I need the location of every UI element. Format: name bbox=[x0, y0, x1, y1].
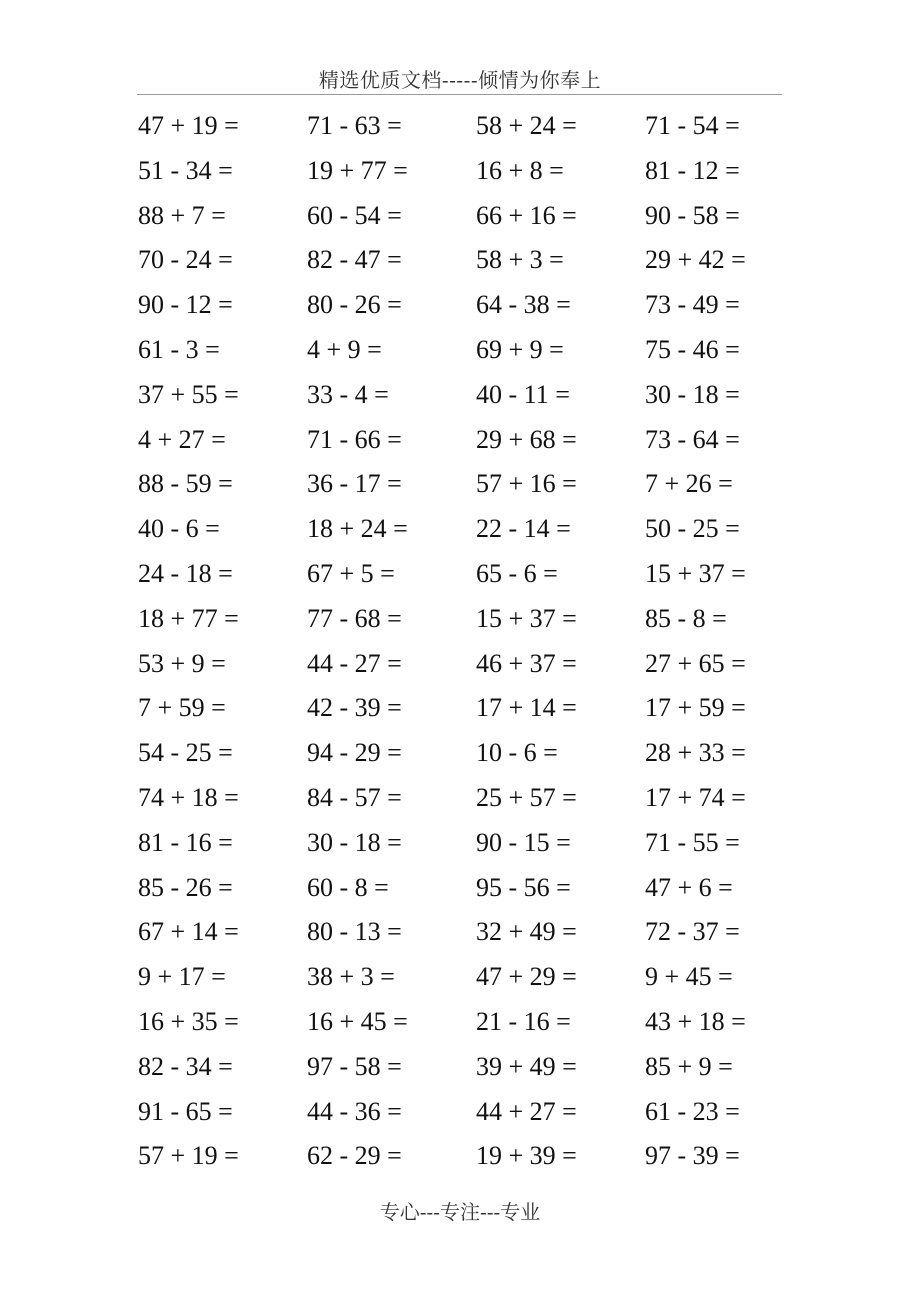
math-problem: 72 - 37 = bbox=[645, 917, 740, 947]
math-problem: 85 + 9 = bbox=[645, 1051, 733, 1081]
math-problem: 29 + 68 = bbox=[476, 424, 577, 454]
math-problem: 38 + 3 = bbox=[307, 962, 395, 992]
math-problem: 21 - 16 = bbox=[476, 1006, 571, 1036]
math-problem: 36 - 17 = bbox=[307, 469, 402, 499]
math-problem: 50 - 25 = bbox=[645, 514, 740, 544]
math-problem: 16 + 8 = bbox=[476, 155, 564, 185]
math-problem: 19 + 39 = bbox=[476, 1141, 577, 1171]
math-problem: 25 + 57 = bbox=[476, 782, 577, 812]
math-problem: 73 - 49 = bbox=[645, 290, 740, 320]
math-problem: 61 - 23 = bbox=[645, 1096, 740, 1126]
math-problem: 70 - 24 = bbox=[138, 245, 233, 275]
math-problem: 19 + 77 = bbox=[307, 155, 408, 185]
math-problem: 82 - 47 = bbox=[307, 245, 402, 275]
math-problem: 64 - 38 = bbox=[476, 290, 571, 320]
math-problem: 57 + 16 = bbox=[476, 469, 577, 499]
math-problem: 47 + 19 = bbox=[138, 111, 239, 140]
math-problem: 97 - 39 = bbox=[645, 1141, 740, 1171]
math-problem: 27 + 65 = bbox=[645, 648, 746, 678]
math-problem: 90 - 15 = bbox=[476, 827, 571, 857]
math-problem: 30 - 18 = bbox=[307, 827, 402, 857]
math-problem: 33 - 4 = bbox=[307, 379, 389, 409]
math-problem: 85 - 8 = bbox=[645, 603, 727, 633]
math-problem: 65 - 6 = bbox=[476, 558, 558, 588]
math-problem: 58 + 24 = bbox=[476, 111, 577, 140]
math-problem: 30 - 18 = bbox=[645, 379, 740, 409]
math-problem: 51 - 34 = bbox=[138, 155, 233, 185]
header-divider bbox=[137, 94, 782, 95]
math-problem: 40 - 6 = bbox=[138, 514, 220, 544]
math-problem: 7 + 26 = bbox=[645, 469, 733, 499]
math-problem: 74 + 18 = bbox=[138, 782, 239, 812]
math-problem: 44 - 27 = bbox=[307, 648, 402, 678]
math-problem: 60 - 54 = bbox=[307, 200, 402, 230]
math-problem: 81 - 12 = bbox=[645, 155, 740, 185]
math-problem: 60 - 8 = bbox=[307, 872, 389, 902]
math-problem: 90 - 58 = bbox=[645, 200, 740, 230]
math-problem: 9 + 17 = bbox=[138, 962, 226, 992]
math-problem: 16 + 45 = bbox=[307, 1006, 408, 1036]
math-problem: 44 - 36 = bbox=[307, 1096, 402, 1126]
math-problem: 4 + 27 = bbox=[138, 424, 226, 454]
math-problem: 69 + 9 = bbox=[476, 334, 564, 364]
math-problem: 85 - 26 = bbox=[138, 872, 233, 902]
math-problem: 61 - 3 = bbox=[138, 334, 220, 364]
math-problem: 80 - 13 = bbox=[307, 917, 402, 947]
math-problem: 40 - 11 = bbox=[476, 379, 570, 409]
math-problem: 37 + 55 = bbox=[138, 379, 239, 409]
math-problem: 47 + 6 = bbox=[645, 872, 733, 902]
math-problem: 71 - 55 = bbox=[645, 827, 740, 857]
arithmetic-problem-grid bbox=[138, 108, 814, 1183]
math-problem: 95 - 56 = bbox=[476, 872, 571, 902]
math-problem: 58 + 3 = bbox=[476, 245, 564, 275]
math-problem: 32 + 49 = bbox=[476, 917, 577, 947]
math-problem: 77 - 68 = bbox=[307, 603, 402, 633]
math-problem: 91 - 65 = bbox=[138, 1096, 233, 1126]
math-problem: 42 - 39 = bbox=[307, 693, 402, 723]
math-problem: 17 + 59 = bbox=[645, 693, 746, 723]
math-problem: 88 - 59 = bbox=[138, 469, 233, 499]
math-problem: 18 + 24 = bbox=[307, 514, 408, 544]
math-problem: 29 + 42 = bbox=[645, 245, 746, 275]
math-problem: 10 - 6 = bbox=[476, 738, 558, 768]
math-problem: 97 - 58 = bbox=[307, 1051, 402, 1081]
math-problem: 62 - 29 = bbox=[307, 1141, 402, 1171]
math-problem: 81 - 16 = bbox=[138, 827, 233, 857]
math-problem: 71 - 63 = bbox=[307, 111, 402, 140]
math-problem: 71 - 54 = bbox=[645, 111, 740, 140]
math-problem: 73 - 64 = bbox=[645, 424, 740, 454]
math-problem: 80 - 26 = bbox=[307, 290, 402, 320]
math-problem: 28 + 33 = bbox=[645, 738, 746, 768]
math-problem: 75 - 46 = bbox=[645, 334, 740, 364]
math-problem: 43 + 18 = bbox=[645, 1006, 746, 1036]
page-footer: 专心---专注---专业 bbox=[379, 1200, 541, 1224]
math-problem: 15 + 37 = bbox=[476, 603, 577, 633]
math-problem: 82 - 34 = bbox=[138, 1051, 233, 1081]
math-problem: 66 + 16 = bbox=[476, 200, 577, 230]
math-problem: 17 + 74 = bbox=[645, 782, 746, 812]
math-problem: 84 - 57 = bbox=[307, 782, 402, 812]
math-problem: 54 - 25 = bbox=[138, 738, 233, 768]
math-problem: 90 - 12 = bbox=[138, 290, 233, 320]
math-problem: 15 + 37 = bbox=[645, 558, 746, 588]
math-problem: 16 + 35 = bbox=[138, 1006, 239, 1036]
math-problem: 9 + 45 = bbox=[645, 962, 733, 992]
math-problem: 71 - 66 = bbox=[307, 424, 402, 454]
page-header: 精选优质文档-----倾情为你奉上 bbox=[318, 68, 602, 92]
math-problem: 57 + 19 = bbox=[138, 1141, 239, 1171]
math-problem: 22 - 14 = bbox=[476, 514, 571, 544]
math-problem: 46 + 37 = bbox=[476, 648, 577, 678]
math-problem: 67 + 14 = bbox=[138, 917, 239, 947]
math-problem: 94 - 29 = bbox=[307, 738, 402, 768]
math-problem: 18 + 77 = bbox=[138, 603, 239, 633]
math-problem: 7 + 59 = bbox=[138, 693, 226, 723]
math-problem: 44 + 27 = bbox=[476, 1096, 577, 1126]
math-problem: 24 - 18 = bbox=[138, 558, 233, 588]
math-problem: 17 + 14 = bbox=[476, 693, 577, 723]
math-problem: 53 + 9 = bbox=[138, 648, 226, 678]
math-problem: 88 + 7 = bbox=[138, 200, 226, 230]
math-problem: 47 + 29 = bbox=[476, 962, 577, 992]
math-problem: 39 + 49 = bbox=[476, 1051, 577, 1081]
math-problem: 4 + 9 = bbox=[307, 334, 382, 364]
math-problem: 67 + 5 = bbox=[307, 558, 395, 588]
